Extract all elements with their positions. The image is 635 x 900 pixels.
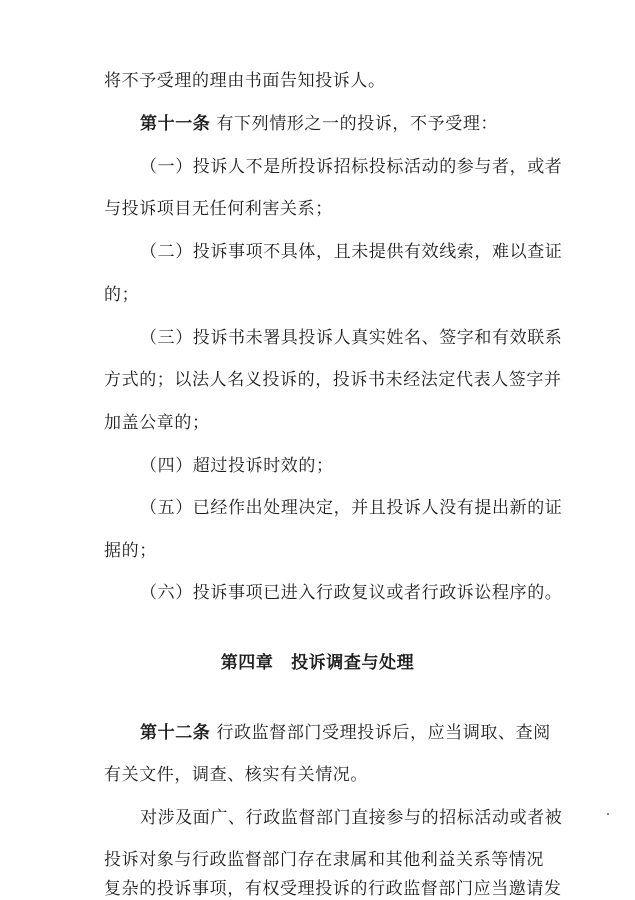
text-line: 复杂的投诉事项，有权受理投诉的行政监督部门应当邀请发 [104, 879, 562, 899]
text-line: 方式的；以法人名义投诉的，投诉书未经法定代表人签字并 [104, 370, 562, 390]
article-12-number: 第十二条 [140, 723, 211, 743]
text-line: 将不予受理的理由书面告知投诉人。 [104, 71, 386, 91]
text-line: （六）投诉事项已进入行政复议或者行政诉讼程序的。 [140, 583, 563, 603]
text-line: 投诉对象与行政监督部门存在隶属和其他利益关系等情况 [104, 850, 544, 870]
text-line: （五）已经作出处理决定，并且投诉人没有提出新的证 [140, 498, 563, 518]
text-line: 对涉及面广、行政监督部门直接参与的招标活动或者被 [140, 808, 563, 828]
text-line: 与投诉项目无任何利害关系； [104, 199, 333, 219]
text-line: （三）投诉书未署具投诉人真实姓名、签字和有效联系 [140, 328, 563, 348]
text-line: 的； [104, 285, 140, 305]
text-line: （二）投诉事项不具体，且未提供有效线索，难以查证 [140, 242, 563, 262]
article-11-text: 有下列情形之一的投诉，不予受理： [216, 114, 499, 134]
article-12-text: 行政监督部门受理投诉后，应当调取、查阅 [216, 723, 551, 743]
text-line: （四）超过投诉时效的； [140, 456, 334, 476]
article-11-line [140, 113, 498, 135]
scan-speck [607, 813, 609, 815]
text-line: （一）投诉人不是所投诉招标投标活动的参与者，或者 [140, 157, 563, 177]
chapter-heading: 第四章 投诉调查与处理 [220, 653, 415, 673]
article-12-line [140, 722, 551, 744]
article-11-number: 第十一条 [140, 114, 211, 134]
text-line: 据的； [104, 541, 157, 561]
text-line: 有关文件，调查、核实有关情况。 [104, 765, 368, 785]
text-line: 加盖公章的； [104, 413, 210, 433]
